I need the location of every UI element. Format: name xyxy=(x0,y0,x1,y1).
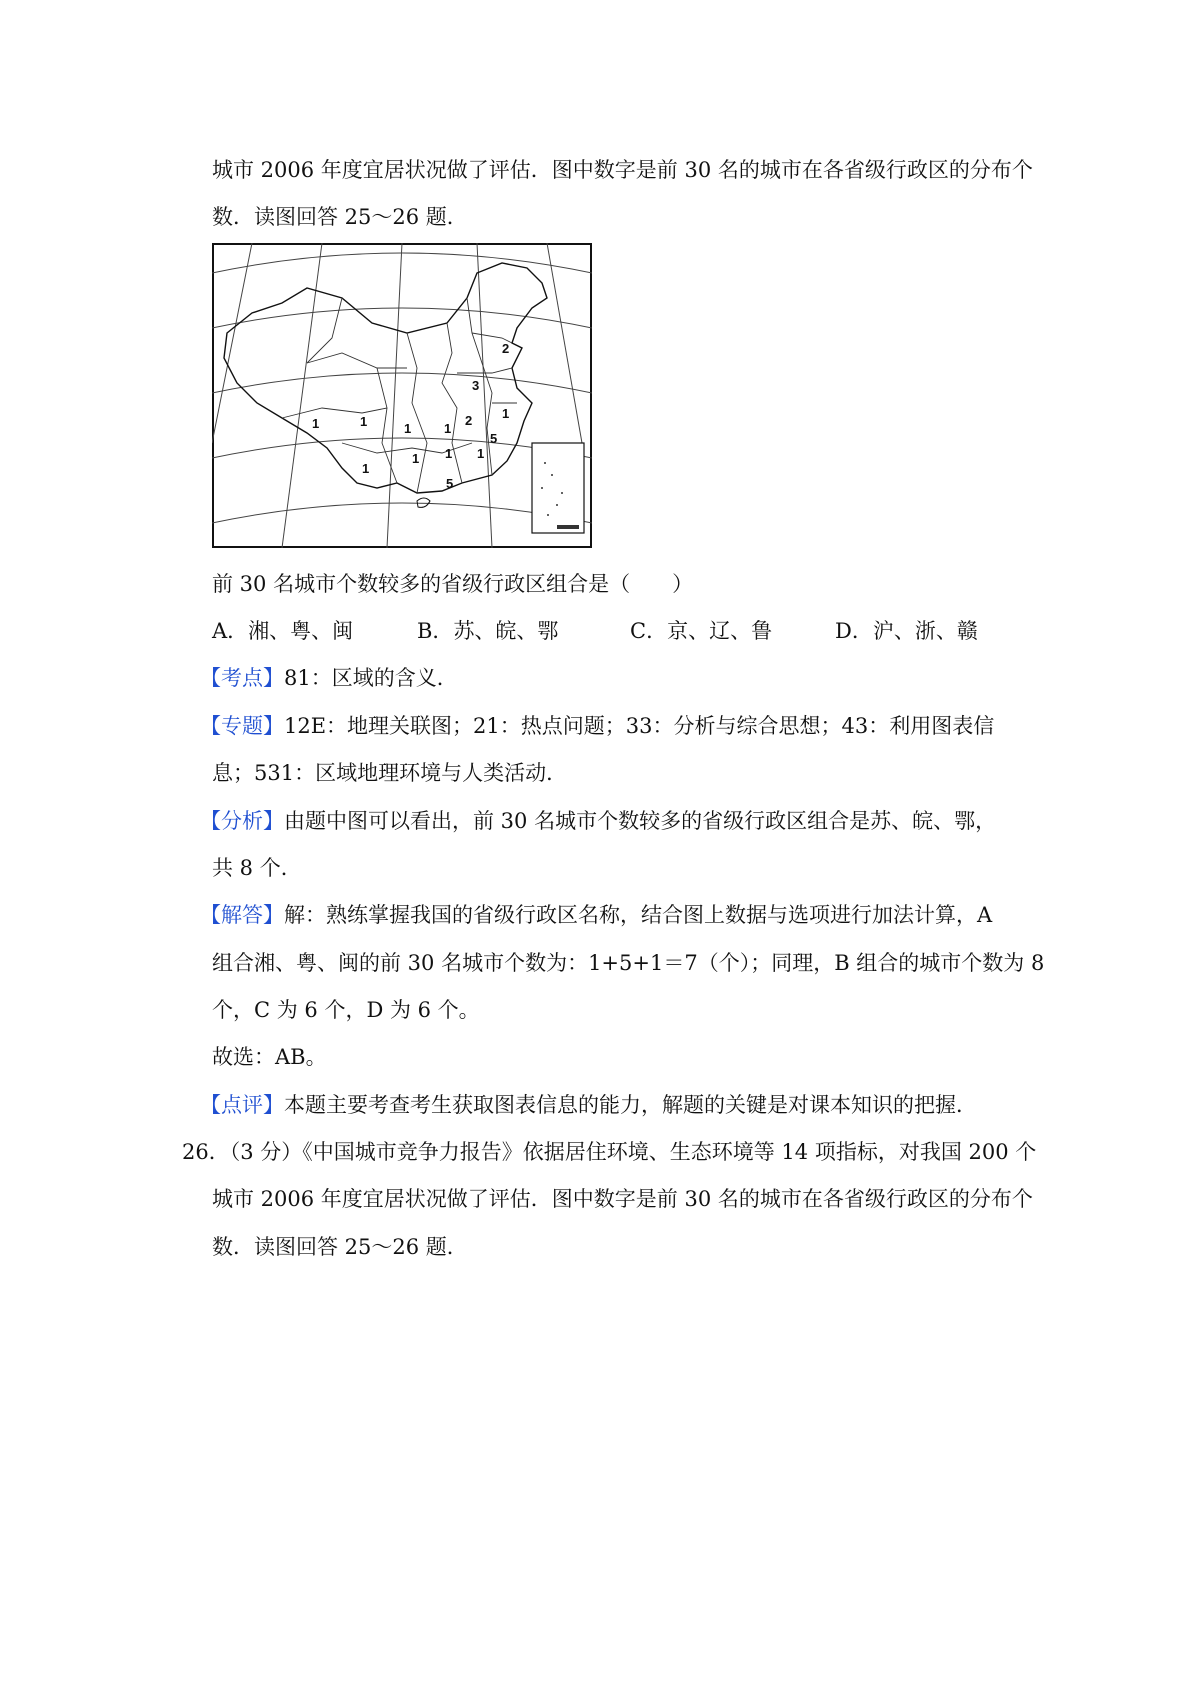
option-c xyxy=(630,616,772,646)
map-number: 1 xyxy=(477,446,485,461)
question-25-stem: 前 30 名城市个数较多的省级行政区组合是（ ） xyxy=(212,572,694,596)
answer-choice: 故选：AB。 xyxy=(212,1045,327,1069)
map-number: 1 xyxy=(362,461,370,476)
option-a xyxy=(212,616,353,646)
jieda-tag: 【解答】 xyxy=(200,903,284,927)
map-number: 1 xyxy=(444,421,452,436)
intro-line-1: 城市 2006 年度宜居状况做了评估．图中数字是前 30 名的城市在各省级行政区的分布个 xyxy=(212,158,1033,182)
jieda-text-line-3: 个，C 为 6 个，D 为 6 个。 xyxy=(212,998,480,1022)
map-number: 1 xyxy=(312,416,320,431)
option-text: 京、辽、鲁 xyxy=(667,619,773,643)
map-number: 2 xyxy=(465,413,473,428)
zhuanti-text: 12E：地理关联图；21：热点问题；33：分析与综合思想；43：利用图表信 xyxy=(284,714,995,738)
jieda-section xyxy=(200,900,992,930)
china-map-figure xyxy=(212,243,592,548)
zhuanti-text-line-2: 息；531：区域地理环境与人类活动． xyxy=(212,761,568,785)
map-number: 1 xyxy=(502,406,510,421)
option-d xyxy=(835,616,978,646)
question-26-line-2: 城市 2006 年度宜居状况做了评估．图中数字是前 30 名的城市在各省级行政区的分布个 xyxy=(212,1187,1033,1211)
option-b xyxy=(417,616,558,646)
dianping-text: 本题主要考查考生获取图表信息的能力，解题的关键是对课本知识的把握． xyxy=(284,1093,977,1117)
option-letter: C． xyxy=(630,619,668,643)
question-26-line-1: 26．（3 分）《中国城市竞争力报告》依据居住环境、生态环境等 14 项指标，对我国 200 个 xyxy=(182,1140,1037,1164)
jieda-text-line-2: 组合湘、粤、闽的前 30 名城市个数为：1+5+1＝7（个）；同理，B 组合的城市个数为 8 xyxy=(212,951,1045,975)
kaodian-tag: 【考点】 xyxy=(200,666,284,690)
map-number: 1 xyxy=(360,414,368,429)
map-number: 1 xyxy=(404,421,412,436)
fenxi-text: 由题中图可以看出，前 30 名城市个数较多的省级行政区组合是苏、皖、鄂， xyxy=(284,809,997,833)
map-number: 1 xyxy=(445,446,453,461)
option-letter: D． xyxy=(835,619,873,643)
map-number: 5 xyxy=(490,431,498,446)
kaodian-section xyxy=(200,663,458,693)
option-letter: A． xyxy=(212,619,249,643)
map-inset xyxy=(532,443,584,533)
zhuanti-tag: 【专题】 xyxy=(200,714,284,738)
option-text: 苏、皖、鄂 xyxy=(453,619,559,643)
fenxi-text-line-2: 共 8 个． xyxy=(212,856,302,880)
fenxi-tag: 【分析】 xyxy=(200,809,284,833)
map-inset-scale xyxy=(557,525,579,529)
fenxi-section xyxy=(200,806,996,836)
intro-line-2: 数．读图回答 25～26 题． xyxy=(212,205,468,229)
jieda-text: 解：熟练掌握我国的省级行政区名称，结合图上数据与选项进行加法计算，A xyxy=(284,903,993,927)
map-number: 2 xyxy=(502,341,510,356)
zhuanti-section xyxy=(200,711,994,741)
option-letter: B． xyxy=(417,619,454,643)
map-number: 5 xyxy=(446,476,454,491)
option-text: 湘、粤、闽 xyxy=(248,619,354,643)
question-26-line-3: 数．读图回答 25～26 题． xyxy=(212,1235,468,1259)
dianping-section xyxy=(200,1090,977,1120)
map-number: 1 xyxy=(412,451,420,466)
dianping-tag: 【点评】 xyxy=(200,1093,284,1117)
kaodian-text: 81：区域的含义． xyxy=(284,666,458,690)
map-number: 3 xyxy=(472,378,480,393)
option-text: 沪、浙、赣 xyxy=(872,619,978,643)
